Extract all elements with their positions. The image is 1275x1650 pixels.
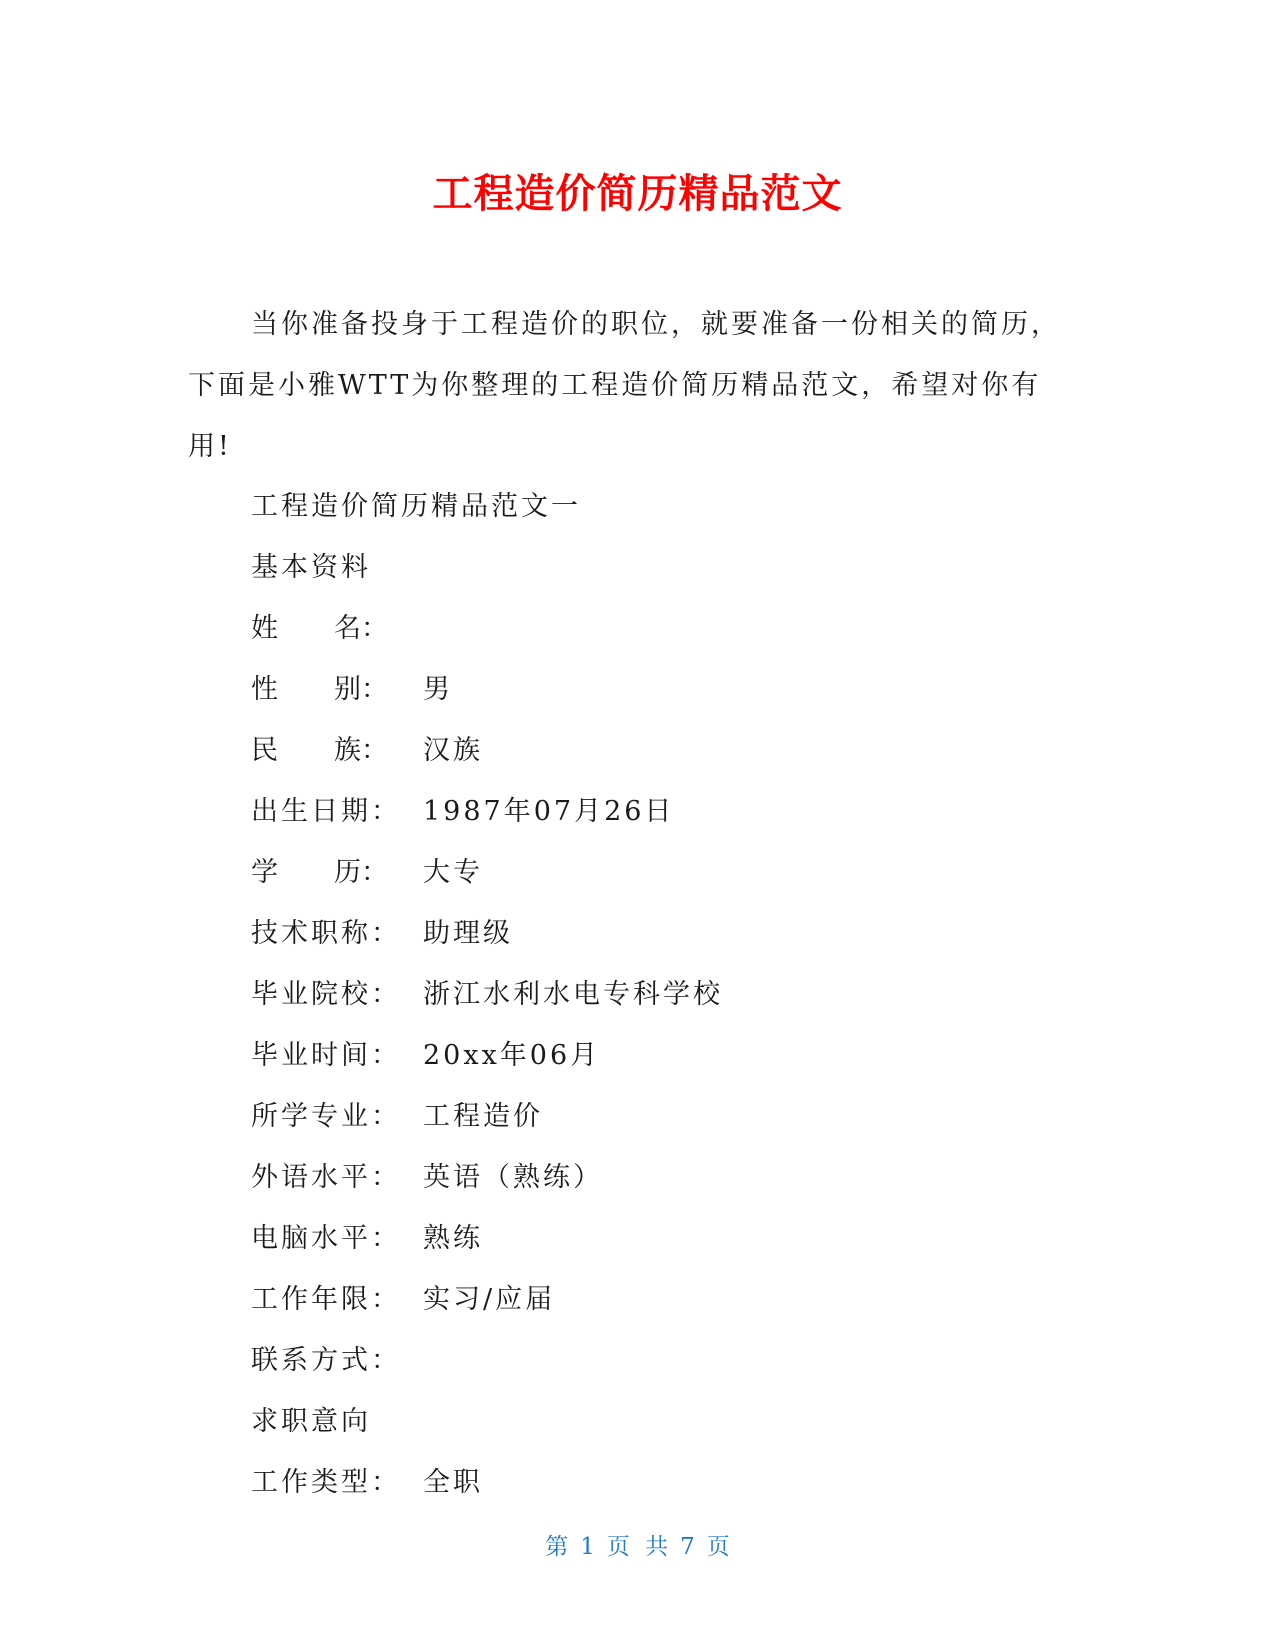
footer-prefix: 第 [545, 1534, 569, 1560]
field-row-title [251, 903, 723, 964]
field-label: 外语水平： [251, 1162, 401, 1193]
footer-middle: 页 共 [606, 1534, 669, 1560]
field-value: 工程造价 [423, 1101, 543, 1132]
field-row-language [251, 1147, 723, 1208]
field-row-school [251, 964, 723, 1025]
field-label: 毕业院校： [251, 979, 401, 1010]
field-label [251, 720, 388, 781]
field-row-major [251, 1086, 723, 1147]
field-label [251, 842, 388, 903]
page-footer [0, 1528, 1275, 1561]
label-char: 名： [334, 613, 388, 644]
field-label [251, 659, 388, 720]
field-value: 浙江水利水电专科学校 [423, 979, 723, 1010]
field-row-contact [251, 1330, 723, 1391]
field-row-graduation [251, 1025, 723, 1086]
field-value: 1987年07月26日 [423, 796, 675, 827]
field-row-name [251, 598, 723, 659]
field-label: 工作类型： [251, 1467, 401, 1498]
label-char: 姓 [251, 613, 278, 644]
section-heading: 工程造价简历精品范文一 [251, 491, 581, 522]
field-row-education [251, 842, 723, 903]
field-value: 助理级 [423, 918, 513, 949]
basic-info-heading: 基本资料 [251, 552, 371, 583]
field-label: 出生日期： [251, 796, 401, 827]
field-value: 汉族 [423, 735, 483, 766]
field-label [251, 598, 388, 659]
field-row-ethnicity [251, 720, 723, 781]
intro-paragraph: 当你准备投身于工程造价的职位，就要准备一份相关的简历，下面是小雅WTT为你整理的工程造价简历精品范文，希望对你有用! [188, 309, 1061, 462]
field-label: 所学专业： [251, 1101, 401, 1132]
field-label: 工作年限： [251, 1284, 401, 1315]
field-row-birthdate [251, 781, 723, 842]
field-row-computer [251, 1208, 723, 1269]
field-label: 联系方式： [251, 1345, 401, 1376]
job-intent-heading: 求职意向 [251, 1406, 371, 1437]
field-value: 男 [423, 674, 453, 705]
field-label: 电脑水平： [251, 1223, 401, 1254]
label-char: 学 [251, 857, 278, 888]
field-row-job-type [251, 1452, 723, 1513]
footer-suffix: 页 [706, 1534, 730, 1560]
field-value: 实习/应届 [423, 1284, 556, 1315]
label-char: 性 [251, 674, 278, 705]
field-value: 英语（熟练） [423, 1162, 603, 1193]
footer-total-pages: 7 [680, 1534, 695, 1560]
field-row-experience [251, 1269, 723, 1330]
label-char: 别： [334, 674, 388, 705]
label-char: 历： [334, 857, 388, 888]
field-row-gender [251, 659, 723, 720]
field-value: 熟练 [423, 1223, 483, 1254]
field-value: 全职 [423, 1467, 483, 1498]
document-title: 工程造价简历精品范文 [432, 171, 843, 217]
field-label: 技术职称： [251, 918, 401, 949]
footer-current-page: 1 [580, 1534, 595, 1560]
field-value: 大专 [423, 857, 483, 888]
field-label: 毕业时间： [251, 1040, 401, 1071]
field-value: 20xx年06月 [423, 1040, 601, 1071]
label-char: 民 [251, 735, 278, 766]
resume-content [251, 476, 723, 1513]
label-char: 族： [334, 735, 388, 766]
